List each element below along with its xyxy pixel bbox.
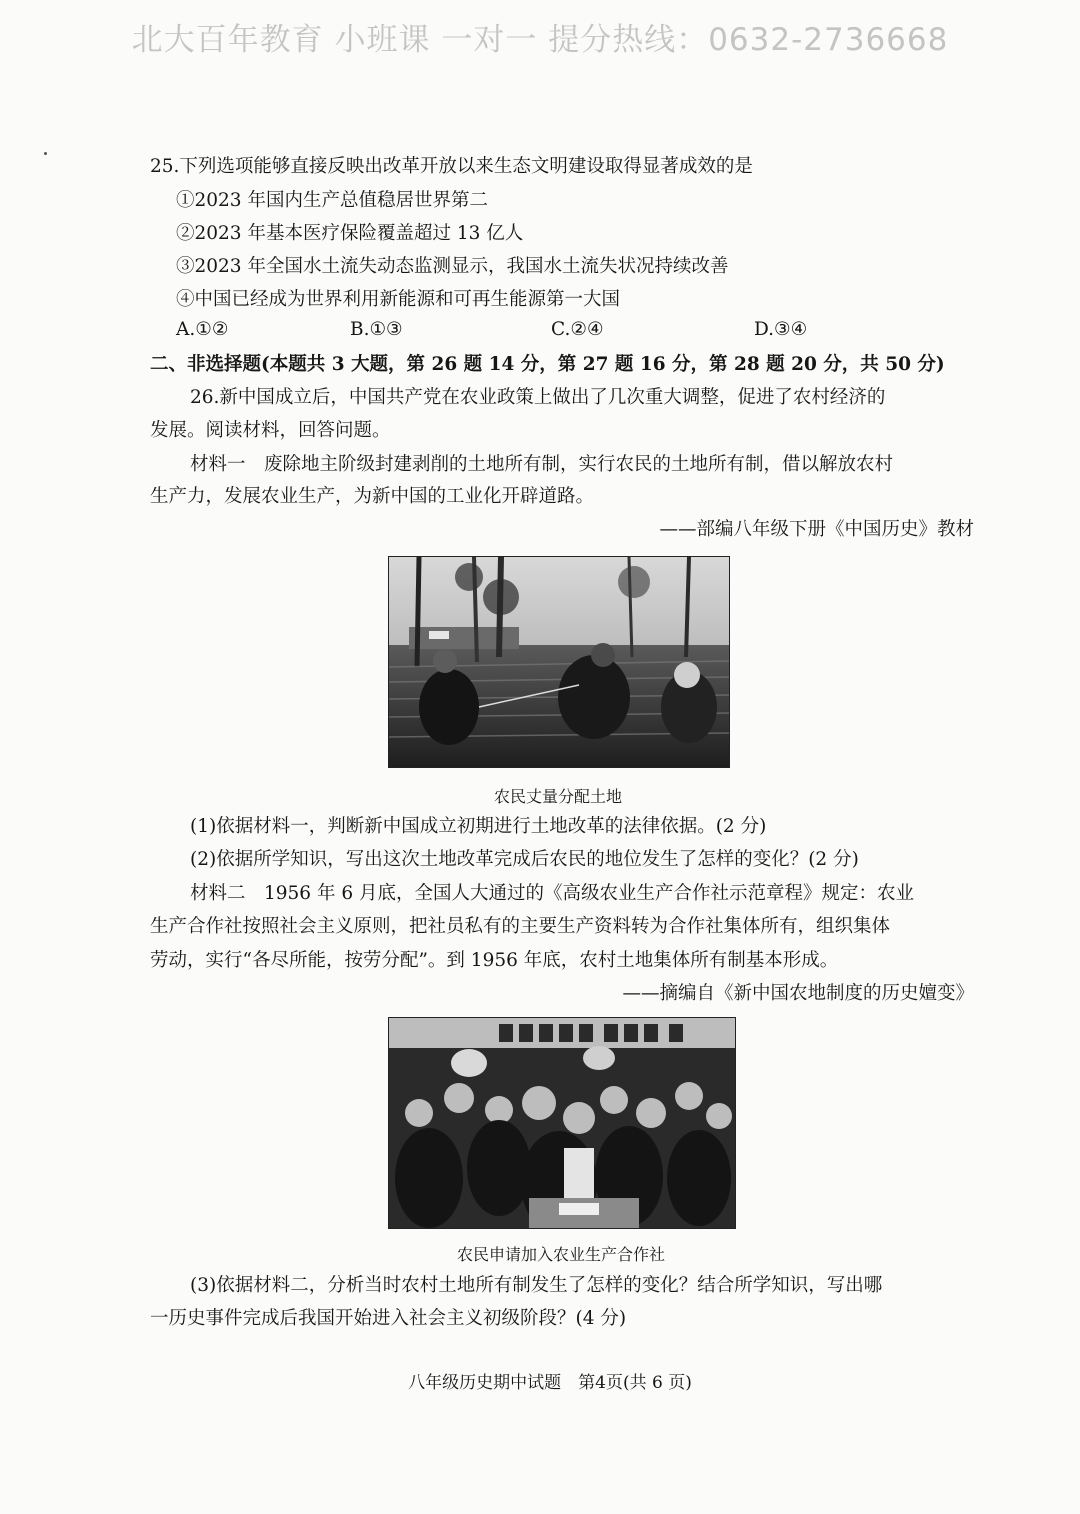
q25-stem: 25.下列选项能够直接反映出改革开放以来生态文明建设取得显著成效的是 [150,156,753,177]
scan-speck [44,152,47,155]
photo-farmers-measuring-land-image [389,557,729,767]
photo-farmers-join-cooperative-image [389,1018,735,1228]
q26-sub2: (2)依据所学知识，写出这次土地改革完成后农民的地位发生了怎样的变化？(2 分) [190,849,859,870]
q26-sub3-line2: 一历史事件完成后我国开始进入社会主义初级阶段？(4 分) [150,1308,627,1329]
material2-line2: 生产合作社按照社会主义原则，把社员私有的主要生产资料转为合作社集体所有，组织集体 [150,916,891,937]
material1-line1: 材料一 废除地主阶级封建剥削的土地所有制，实行农民的土地所有制，借以解放农村 [190,454,894,475]
watermark-header: 北大百年教育 小班课 一对一 提分热线：0632-2736668 [131,22,949,58]
page-footer: 八年级历史期中试题 第4页(共 6 页) [408,1373,692,1393]
q26-intro-line2: 发展。阅读材料，回答问题。 [150,420,391,441]
q25-option-a: A.①② [176,319,229,340]
section2-title: 二、非选择题(本题共 3 大题，第 26 题 14 分，第 27 题 16 分，第 28 题 20 分，共 50 分) [150,354,945,375]
material2-line1: 材料二 1956 年 6 月底，全国人大通过的《高级农业生产合作社示范章程》规定：农业 [190,883,914,904]
q25-option-b: B.①③ [350,319,403,340]
q26-sub3-line1: (3)依据材料二，分析当时农村土地所有制发生了怎样的变化？结合所学知识，写出哪 [190,1275,883,1296]
photo-farmers-measuring-land [388,556,730,768]
q25-item-4: ④中国已经成为世界利用新能源和可再生能源第一大国 [176,289,621,310]
q26-intro-line1: 26.新中国成立后，中国共产党在农业政策上做出了几次重大调整，促进了农村经济的 [190,387,886,408]
material1-line2: 生产力，发展农业生产，为新中国的工业化开辟道路。 [150,486,595,507]
q25-option-c: C.②④ [551,319,604,340]
photo-farmers-join-cooperative [388,1017,736,1229]
material1-source: ——部编八年级下册《中国历史》教材 [659,519,974,540]
q26-sub1: (1)依据材料一，判断新中国成立初期进行土地改革的法律依据。(2 分) [190,816,767,837]
q25-item-1: ①2023 年国内生产总值稳居世界第二 [176,190,488,211]
q25-option-d: D.③④ [754,319,808,340]
material2-line3: 劳动，实行“各尽所能，按劳分配”。到 1956 年底，农村土地集体所有制基本形成。 [150,950,839,971]
photo2-caption: 农民申请加入农业生产合作社 [456,1245,665,1264]
q25-item-3: ③2023 年全国水土流失动态监测显示，我国水土流失状况持续改善 [176,256,729,277]
q25-item-2: ②2023 年基本医疗保险覆盖超过 13 亿人 [176,223,524,244]
photo1-caption: 农民丈量分配土地 [493,787,622,806]
material2-source: ——摘编自《新中国农地制度的历史嬗变》 [622,983,974,1004]
